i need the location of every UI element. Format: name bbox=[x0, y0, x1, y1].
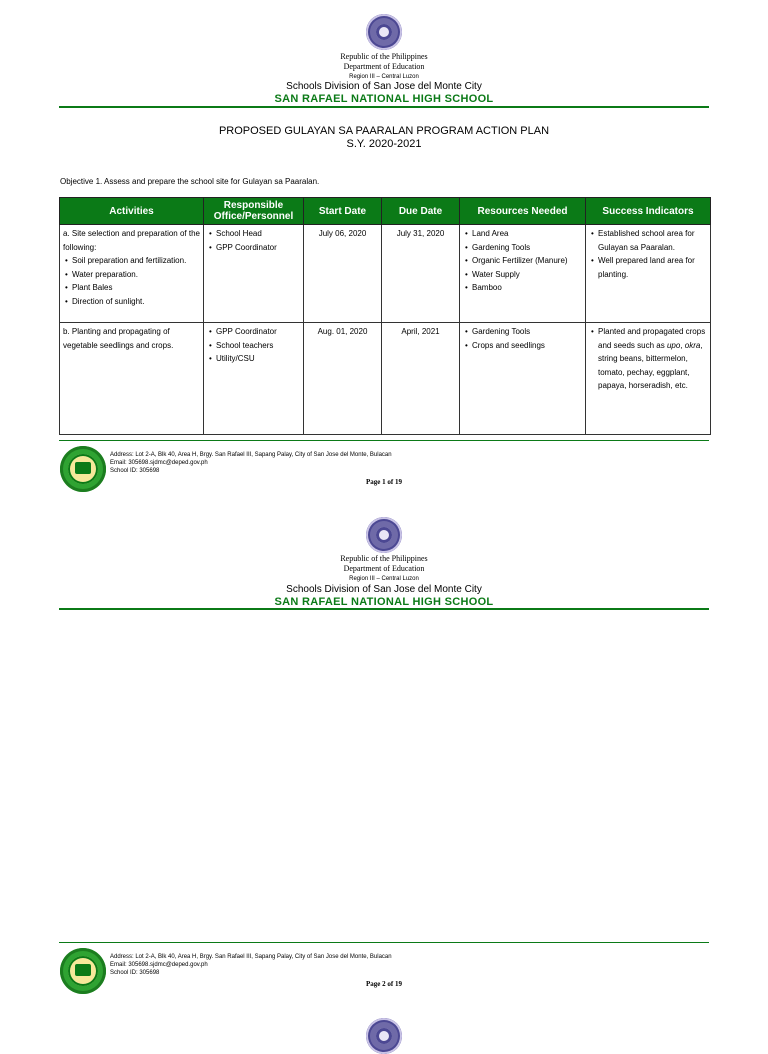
objective-text: Objective 1. Assess and prepare the school site for Gulayan sa Paaralan. bbox=[60, 177, 320, 186]
indicators-list bbox=[589, 325, 707, 393]
list-item: • Utility/CSU bbox=[216, 352, 300, 366]
list-item: • GPP Coordinator bbox=[216, 325, 300, 339]
page-number: Page 1 of 19 bbox=[366, 478, 402, 486]
page-number: Page 2 of 19 bbox=[366, 980, 402, 988]
crop-upo: upo bbox=[666, 340, 681, 350]
header-divider bbox=[59, 608, 709, 610]
indicator-text: , string beans, bittermelon, tomato, pechay, eggplant, papaya, horseradish, etc. bbox=[598, 340, 703, 390]
indicators-cell bbox=[586, 225, 711, 323]
department-line: Department of Education bbox=[343, 564, 425, 573]
footer-divider bbox=[59, 440, 709, 441]
list-item: • Water Supply bbox=[472, 268, 582, 282]
col-start-date: Start Date bbox=[304, 198, 382, 225]
footer-school-id: School ID: 305698 bbox=[110, 468, 160, 474]
list-item: • School Head bbox=[216, 227, 300, 241]
list-item: • Established school area for Gulayan sa Paaralan. bbox=[598, 227, 707, 254]
col-personnel: Responsible Office/Personnel bbox=[204, 198, 304, 225]
school-name: SAN RAFAEL NATIONAL HIGH SCHOOL bbox=[274, 596, 494, 608]
list-item: • GPP Coordinator bbox=[216, 241, 300, 255]
resources-list bbox=[463, 227, 582, 295]
list-item: • Gardening Tools bbox=[472, 325, 582, 339]
resources-list bbox=[463, 325, 582, 352]
start-date-cell: Aug. 01, 2020 bbox=[304, 323, 382, 435]
crop-okra: okra bbox=[684, 340, 701, 350]
personnel-list bbox=[207, 227, 300, 254]
division-line: Schools Division of San Jose del Monte City bbox=[286, 81, 482, 92]
activity-text: b. Planting and propagating of vegetable seedlings and crops. bbox=[63, 327, 174, 350]
list-item: • Bamboo bbox=[472, 281, 582, 295]
footer-email: Email: 305698.sjdmc@deped.gov.ph bbox=[110, 962, 208, 968]
footer-school-id: School ID: 305698 bbox=[110, 970, 160, 976]
due-date-cell: July 31, 2020 bbox=[382, 225, 460, 323]
indicator-text: Planted and propagated crops and seeds such as bbox=[598, 327, 706, 350]
action-plan-table bbox=[59, 197, 711, 435]
activity-text: a. Site selection and preparation of the following: bbox=[63, 229, 200, 252]
indicators-list bbox=[589, 227, 707, 281]
department-line: Department of Education bbox=[343, 62, 425, 71]
list-item: • Gardening Tools bbox=[472, 241, 582, 255]
col-due-date: Due Date bbox=[382, 198, 460, 225]
region-line: Region III – Central Luzon bbox=[349, 576, 419, 582]
deped-seal-icon bbox=[366, 517, 402, 553]
due-date-cell: April, 2021 bbox=[382, 323, 460, 435]
col-indicators: Success Indicators bbox=[586, 198, 711, 225]
list-item: • School teachers bbox=[216, 339, 300, 353]
activity-cell bbox=[60, 323, 204, 435]
start-date-cell: July 06, 2020 bbox=[304, 225, 382, 323]
resources-cell bbox=[460, 323, 586, 435]
list-item: • Plant Bales bbox=[72, 281, 200, 295]
deped-seal-icon bbox=[366, 1018, 402, 1054]
footer-email: Email: 305698.sjdmc@deped.gov.ph bbox=[110, 460, 208, 466]
list-item: • Organic Fertilizer (Manure) bbox=[472, 254, 582, 268]
list-item bbox=[598, 325, 707, 393]
table-row bbox=[60, 323, 711, 435]
list-item: • Well prepared land area for planting. bbox=[598, 254, 707, 281]
header-divider bbox=[59, 106, 709, 108]
list-item: • Land Area bbox=[472, 227, 582, 241]
region-line: Region III – Central Luzon bbox=[349, 74, 419, 80]
list-item: • Soil preparation and fertilization. bbox=[72, 254, 200, 268]
footer-address: Address: Lot 2-A, Blk 40, Area H, Brgy. San Rafael III, Sapang Palay, City of San Jose del Monte, Bulacan bbox=[110, 452, 392, 458]
school-name: SAN RAFAEL NATIONAL HIGH SCHOOL bbox=[274, 93, 494, 105]
republic-line: Republic of the Philippines bbox=[340, 554, 428, 563]
republic-line: Republic of the Philippines bbox=[340, 52, 428, 61]
footer-address: Address: Lot 2-A, Blk 40, Area H, Brgy. San Rafael III, Sapang Palay, City of San Jose del Monte, Bulacan bbox=[110, 954, 392, 960]
list-item: • Water preparation. bbox=[72, 268, 200, 282]
division-line: Schools Division of San Jose del Monte City bbox=[286, 584, 482, 595]
personnel-cell bbox=[204, 225, 304, 323]
personnel-list bbox=[207, 325, 300, 366]
deped-seal-icon bbox=[366, 14, 402, 50]
indicators-cell bbox=[586, 323, 711, 435]
table-header-row bbox=[60, 198, 711, 225]
school-year: S.Y. 2020-2021 bbox=[346, 138, 422, 150]
table-row bbox=[60, 225, 711, 323]
personnel-cell bbox=[204, 323, 304, 435]
list-item: • Crops and seedlings bbox=[472, 339, 582, 353]
list-item: • Direction of sunlight. bbox=[72, 295, 200, 309]
activity-cell bbox=[60, 225, 204, 323]
col-resources: Resources Needed bbox=[460, 198, 586, 225]
col-activities: Activities bbox=[60, 198, 204, 225]
footer-divider bbox=[59, 942, 709, 943]
document-title: PROPOSED GULAYAN SA PAARALAN PROGRAM ACTION PLAN bbox=[218, 125, 550, 137]
activity-list bbox=[63, 254, 200, 308]
resources-cell bbox=[460, 225, 586, 323]
indicator-sep: , bbox=[680, 340, 685, 350]
